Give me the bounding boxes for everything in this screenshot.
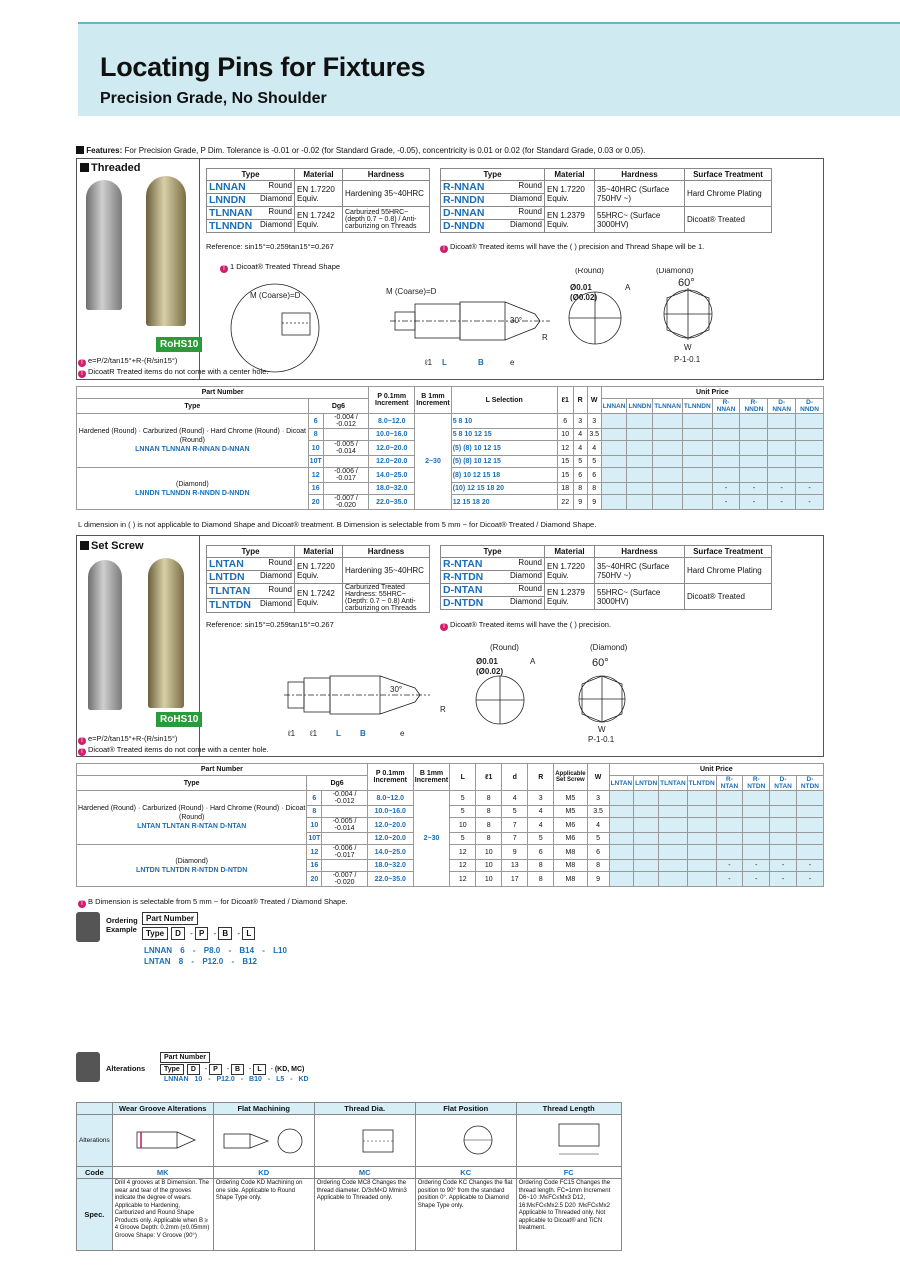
svg-text:A: A <box>625 283 631 292</box>
threaded-price-table: Part Number P 0.1mm Increment B 1mm Increment L Selection ℓ1 R W Unit Price Type Dg6 LNNAN LNNDN TLNNAN TLNNDN R-NNAN R-NNDN D-NNAN D-NNDN Hardened (Round) · Carburized (Round) · Hard Chrome (Round) · Dicoat (Round) LNNAN TLNNAN R-NNAN D-NNAN 6 -0.004 / -0.012 8.0~12.0 2~30 5 8 10 6 3 3 8 10.0~16.0 5 8 10 12 15 10 4 3.5 10 -0.005 / -0.014 12.0~20.0 (5) (8) 10 12 15 12 4 4 10T 12.0~20.0 (5) (8) 10 12 15 15 5 5 (Diamond) LNNDN TLNNDN R-NNDN D-NNDN 12 -0.006 / -0.017 14.0~25.0 (8) 10 12 15 18 15 6 6 16 18.0~32.0 (10) 12 15 18 20 18 8 8 - - - - 20 -0.007 / -0.020 22.0~35.0 12 15 18 20 22 9 9 - - - - <box>76 386 824 510</box>
setscrew-reference: Reference: sin15°=0.259tan15°=0.267 <box>206 620 334 629</box>
setscrew-rohs-badge: RoHS10 <box>156 712 202 727</box>
svg-text:L: L <box>442 358 447 367</box>
svg-text:e: e <box>510 358 515 367</box>
svg-text:Ø0.01: Ø0.01 <box>476 657 498 666</box>
table2-footnote: T B Dimension is selectable from 5 mm ~ for Dicoat® Treated / Diamond Shape. <box>78 897 348 908</box>
threaded-reference: Reference: sin15°=0.259tan15°=0.267 <box>206 242 334 251</box>
flat-machining-drawing <box>213 1115 314 1167</box>
setscrew-spec-left: Type Material Hardness LNTAN Round EN 1.7220 Equiv. Hardening 35~40HRC LNTDN Diamond TLNTAN Round EN 1.7242 Equiv. Carburized Treated Hardness: 55HRC~ (Depth: 0.7 ~ 0.8) Anti-carburizing on Threads TLNTDN Diamond <box>206 545 430 613</box>
setscrew-pin-photo-1 <box>88 560 122 710</box>
svg-text:60°: 60° <box>592 657 609 669</box>
svg-text:P-1-0.1: P-1-0.1 <box>588 735 615 744</box>
ordering-icon <box>76 912 100 942</box>
svg-text:Ø0.01: Ø0.01 <box>570 283 592 292</box>
svg-text:W: W <box>684 343 692 352</box>
setscrew-pin-photo-2 <box>148 558 184 708</box>
svg-text:R: R <box>542 333 548 342</box>
svg-text:ℓ1: ℓ1 <box>288 729 296 738</box>
svg-text:ℓ1: ℓ1 <box>310 729 318 738</box>
wear-groove-drawing <box>112 1115 213 1167</box>
threaded-pin-photo-2 <box>146 176 186 326</box>
alterations-fields: Part Number Type D - P - B - L - (KD, MC) <box>160 1052 304 1075</box>
page-title: Locating Pins for Fixtures <box>100 52 426 82</box>
drawing-l1-label: ℓ1 <box>425 358 433 367</box>
alterations-icon <box>76 1052 100 1082</box>
ordering-label: Ordering Example <box>106 916 138 934</box>
svg-text:B: B <box>360 729 366 738</box>
drawing-mcoarse-label: M (Coarse)=D <box>250 291 301 300</box>
setscrew-drawing <box>280 640 750 744</box>
svg-text:30°: 30° <box>510 316 523 325</box>
setscrew-price-table: Part Number P 0.1mm Increment B 1mm Increment L ℓ1 d R Applicable Set Screw W Unit Price Type Dg6 LNTAN LNTDN TLNTAN TLNTDN R-NTAN R-NTDN D-NTAN D-NTDN Hardened (Round) · Carburized (Round) · Hard Chrome (Round) · Dicoat (Round) LNTAN TLNTAN R-NTAN D-NTAN 6 -0.004 / -0.012 8.0~12.0 2~30 5 8 4 3 M5 3 8 10.0~16.0 5 8 5 4 M5 3.5 10 -0.005 / -0.014 12.0~20.0 10 8 7 4 M6 4 10T 12.0~20.0 5 8 7 5 M6 5 (Diamond) LNTDN TLNTDN R-NTDN D-NTDN 12 -0.006 / -0.017 14.0~25.0 12 10 9 6 M8 6 16 18.0~32.0 12 10 13 8 M8 8 - - - - 20 -0.007 / -0.020 22.0~35.0 12 10 17 8 M8 9 - - - - <box>76 763 824 887</box>
alterations-example: LNNAN 10 - P12.0 - B10 - L5 - KD <box>164 1076 309 1083</box>
svg-text:(Round): (Round) <box>490 643 519 652</box>
svg-text:W: W <box>598 725 606 734</box>
svg-text:A: A <box>530 657 536 666</box>
svg-text:30°: 30° <box>390 685 403 694</box>
flat-position-drawing <box>415 1115 516 1167</box>
threaded-drawing <box>210 268 820 378</box>
svg-text:R: R <box>440 705 446 714</box>
svg-text:(Diamond): (Diamond) <box>590 643 628 652</box>
features-line <box>76 146 645 155</box>
threaded-spec-left: Type Material Hardness LNNAN Round EN 1.7220 Equiv. Hardening 35~40HRC LNNDN Diamond TLNNAN Round EN 1.7242 Equiv. Carburized 55HRC~ (depth 0.7 ~ 0.8) / Anti-carburizing on Threads TLNNDN Diamond <box>206 168 430 233</box>
threaded-rohs-badge: RoHS10 <box>156 337 202 352</box>
svg-text:(Ø0.02): (Ø0.02) <box>476 667 504 676</box>
features-text: For Precision Grade, P Dim. Tolerance is -0.01 or -0.02 (for Standard Grade, -0.05), concentricity is 0.01 or 0.02 (for Standard Grade, 0.03 or 0.05). <box>124 146 646 155</box>
threaded-spec-right: Type Material Hardness Surface Treatment R-NNAN Round EN 1.7220 Equiv. 35~40HRC (Surface 750HV ~) Hard Chrome Plating R-NNDN Diamond D-NNAN Round EN 1.2379 Equiv. 55HRC~ (Surface 3000HV) Dicoat® Treated D-NNDN Diamond <box>440 168 772 233</box>
setscrew-note-1: T e=P/2/tan15°+R-(R/sin15°) <box>78 734 177 745</box>
alterations-table: Wear Groove Alterations Flat Machining Thread Dia. Flat Position Thread Length Alterations Code MK KD MC KC FC Spec. Drill 4 grooves at B Dimension. The wear and tear of the grooves indicate the degree of wears. Applicable to Hardening, Carburized and Round Shape Products only. Applicable when B ≥ 4 Groove Depth: 0.2mm (±0.05mm) Groove Shape: V Groove (90°) Ordering Code KD Machining on one side. Applicable to Round Shape Type only. Ordering Code MC8 Changes the thread diameter. D/3≤M<D Mmin3 Applicable to Threaded only. Ordering Code KC Changes the flat position to 90° from the standard position 0°. Applicable to Diamond Shape Type only. Ordering Code FC15 Changes the thread length. FC=1mm Increment D6~10 :M≤FC≤Mx3 D12, 16:M≤FC≤Mx2.5 D20 :M≤FC≤Mx2 Applicable to Threaded only. Not applicable to Dicoat® and TiCN treatment. <box>76 1102 622 1251</box>
ordering-example-1: LNNAN 6 - P8.0 - B14 - L10 <box>144 946 287 955</box>
features-label: Features: <box>86 146 123 155</box>
svg-text:B: B <box>478 358 484 367</box>
svg-text:(Diamond): (Diamond) <box>656 268 694 275</box>
alterations-label: Alterations <box>106 1064 146 1073</box>
svg-text:e: e <box>400 729 405 738</box>
ordering-example-2: LNTAN 8 - P12.0 - B12 <box>144 957 258 966</box>
svg-text:L: L <box>336 729 341 738</box>
setscrew-dicoat-note: T Dicoat® Treated items will have the ( ) precision. <box>440 620 611 631</box>
table1-footnote: L dimension in ( ) is not applicable to Diamond Shape and Dicoat® treatment. B Dimension is selectable from 5 mm ~ for Dicoat® Treated / Diamond Shape. <box>78 520 597 529</box>
thread-length-drawing <box>516 1115 621 1167</box>
thread-dia-drawing <box>314 1115 415 1167</box>
svg-text:M (Coarse)=D: M (Coarse)=D <box>386 287 437 296</box>
page-subtitle: Precision Grade, No Shoulder <box>100 90 327 107</box>
threaded-label: Threaded <box>80 162 141 174</box>
threaded-dicoat-note: T Dicoat® Treated items will have the ( ) precision and Thread Shape will be 1. <box>440 242 704 253</box>
threaded-note-1: T e=P/2/tan15°+R-(R/sin15°) <box>78 356 177 367</box>
svg-text:(Ø0.02): (Ø0.02) <box>570 293 598 302</box>
svg-text:P-1-0.1: P-1-0.1 <box>674 355 701 364</box>
threaded-pin-photo-1 <box>86 180 122 310</box>
threaded-note-2: T DicoatR Treated items do not come with a center hole. <box>78 367 269 378</box>
thread-shape-note: T 1 Dicoat® Treated Thread Shape <box>220 262 340 273</box>
svg-text:(Round): (Round) <box>575 268 604 275</box>
setscrew-note-2: T Dicoat® Treated items do not come with a center hole. <box>78 745 269 756</box>
ordering-fields: Part Number Type D - P - B - L <box>142 912 258 940</box>
svg-text:60°: 60° <box>678 277 695 289</box>
setscrew-label: Set Screw <box>80 540 144 552</box>
setscrew-spec-right: Type Material Hardness Surface Treatment R-NTAN Round EN 1.7220 Equiv. 35~40HRC (Surface 750HV ~) Hard Chrome Plating R-NTDN Diamond D-NTAN Round EN 1.2379 Equiv. 55HRC~ (Surface 3000HV) Dicoat® Treated D-NTDN Diamond <box>440 545 772 610</box>
